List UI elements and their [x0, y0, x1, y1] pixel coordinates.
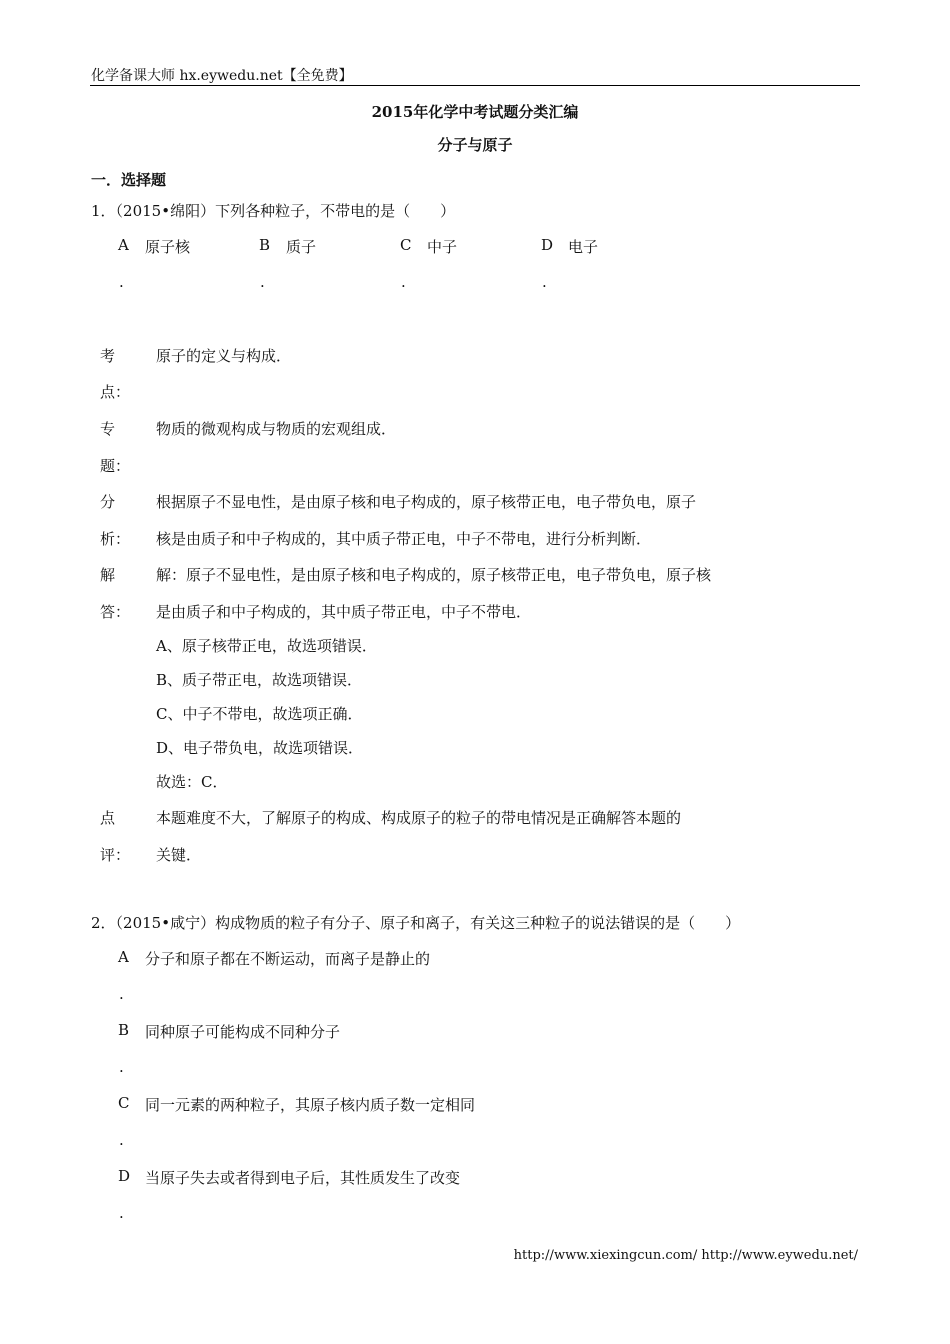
analysis-label-fenxi-1: 分 [100, 493, 116, 511]
analysis-label-dianping-2: 评： [100, 846, 131, 864]
q1-option-c-dot: . [401, 273, 406, 291]
q1-option-c-text: 中子 [427, 238, 458, 256]
q1-option-b-letter: B [259, 236, 271, 254]
section-heading: 一．选择题 [91, 171, 167, 189]
document-title: 2015年化学中考试题分类汇编 [371, 103, 579, 121]
q1-option-d-letter: D [541, 236, 554, 254]
analysis-label-fenxi-2: 析： [100, 530, 131, 548]
analysis-label-kaodian-1: 考 [100, 347, 116, 365]
analysis-label-kaodian-2: 点： [100, 383, 131, 401]
q1-option-d-text: 电子 [568, 238, 599, 256]
header-rule [90, 85, 860, 86]
analysis-jieda-line-6: D、电子带负电，故选项错误． [156, 739, 364, 757]
q1-option-b-dot: . [260, 273, 265, 291]
analysis-label-zhuanti-2: 题： [100, 457, 131, 475]
analysis-zhuanti-text: 物质的微观构成与物质的宏观组成． [156, 420, 397, 438]
analysis-label-jieda-1: 解 [100, 566, 116, 584]
q1-option-c-letter: C [400, 236, 412, 254]
analysis-label-dianping-1: 点 [100, 809, 116, 827]
analysis-kaodian-text: 原子的定义与构成． [156, 347, 292, 365]
q2-option-a-letter: A [118, 948, 129, 966]
q2-option-d-dot: . [119, 1204, 124, 1222]
analysis-dianping-line-1: 本题难度不大，了解原子的构成、构成原子的粒子的带电情况是正确解答本题的 [156, 809, 682, 827]
analysis-jieda-line-7: 故选：C． [156, 773, 228, 791]
document-subtitle: 分子与原子 [437, 136, 513, 154]
q2-option-c-text: 同一元素的两种粒子，其原子核内质子数一定相同 [145, 1096, 476, 1114]
q2-option-a-text: 分子和原子都在不断运动，而离子是静止的 [145, 950, 431, 968]
q1-option-a-dot: . [119, 273, 124, 291]
q2-option-b-dot: . [119, 1058, 124, 1076]
q2-option-b-letter: B [118, 1021, 130, 1039]
analysis-jieda-line-3: A、原子核带正电，故选项错误． [156, 637, 377, 655]
analysis-jieda-line-4: B、质子带正电，故选项错误． [156, 671, 363, 689]
q2-option-d-text: 当原子失去或者得到电子后，其性质发生了改变 [145, 1169, 461, 1187]
q1-option-d-dot: . [542, 273, 547, 291]
analysis-fenxi-line-2: 核是由质子和中子构成的，其中质子带正电，中子不带电，进行分析判断． [156, 530, 652, 548]
analysis-jieda-line-2: 是由质子和中子构成的，其中质子带正电，中子不带电． [156, 603, 532, 621]
q2-option-c-dot: . [119, 1131, 124, 1149]
analysis-label-zhuanti-1: 专 [100, 420, 116, 438]
page-header: 化学备课大师 hx.eywedu.net【全免费】 [91, 68, 353, 84]
q2-option-b-text: 同种原子可能构成不同种分子 [145, 1023, 341, 1041]
q1-option-a-text: 原子核 [145, 238, 191, 256]
page-footer-links[interactable]: http://www.xiexingcun.com/ http://www.eywedu.net/ [513, 1248, 858, 1263]
analysis-dianping-line-2: 关键． [156, 846, 202, 864]
analysis-jieda-line-1: 解：原子不显电性，是由原子核和电子构成的，原子核带正电，电子带负电，原子核 [156, 566, 712, 584]
q1-option-b-text: 质子 [286, 238, 317, 256]
analysis-jieda-line-5: C、中子不带电，故选项正确． [156, 705, 363, 723]
analysis-fenxi-line-1: 根据原子不显电性，是由原子核和电子构成的，原子核带正电，电子带负电，原子 [156, 493, 697, 511]
question-2-stem: 2．（2015•咸宁）构成物质的粒子有分子、原子和离子，有关这三种粒子的说法错误的是（ ） [91, 914, 741, 932]
q1-option-a-letter: A [118, 236, 129, 254]
q2-option-c-letter: C [118, 1094, 130, 1112]
analysis-label-jieda-2: 答： [100, 603, 131, 621]
q2-option-a-dot: . [119, 985, 124, 1003]
q2-option-d-letter: D [118, 1167, 131, 1185]
question-1-stem: 1．（2015•绵阳）下列各种粒子，不带电的是（ ） [91, 202, 456, 220]
